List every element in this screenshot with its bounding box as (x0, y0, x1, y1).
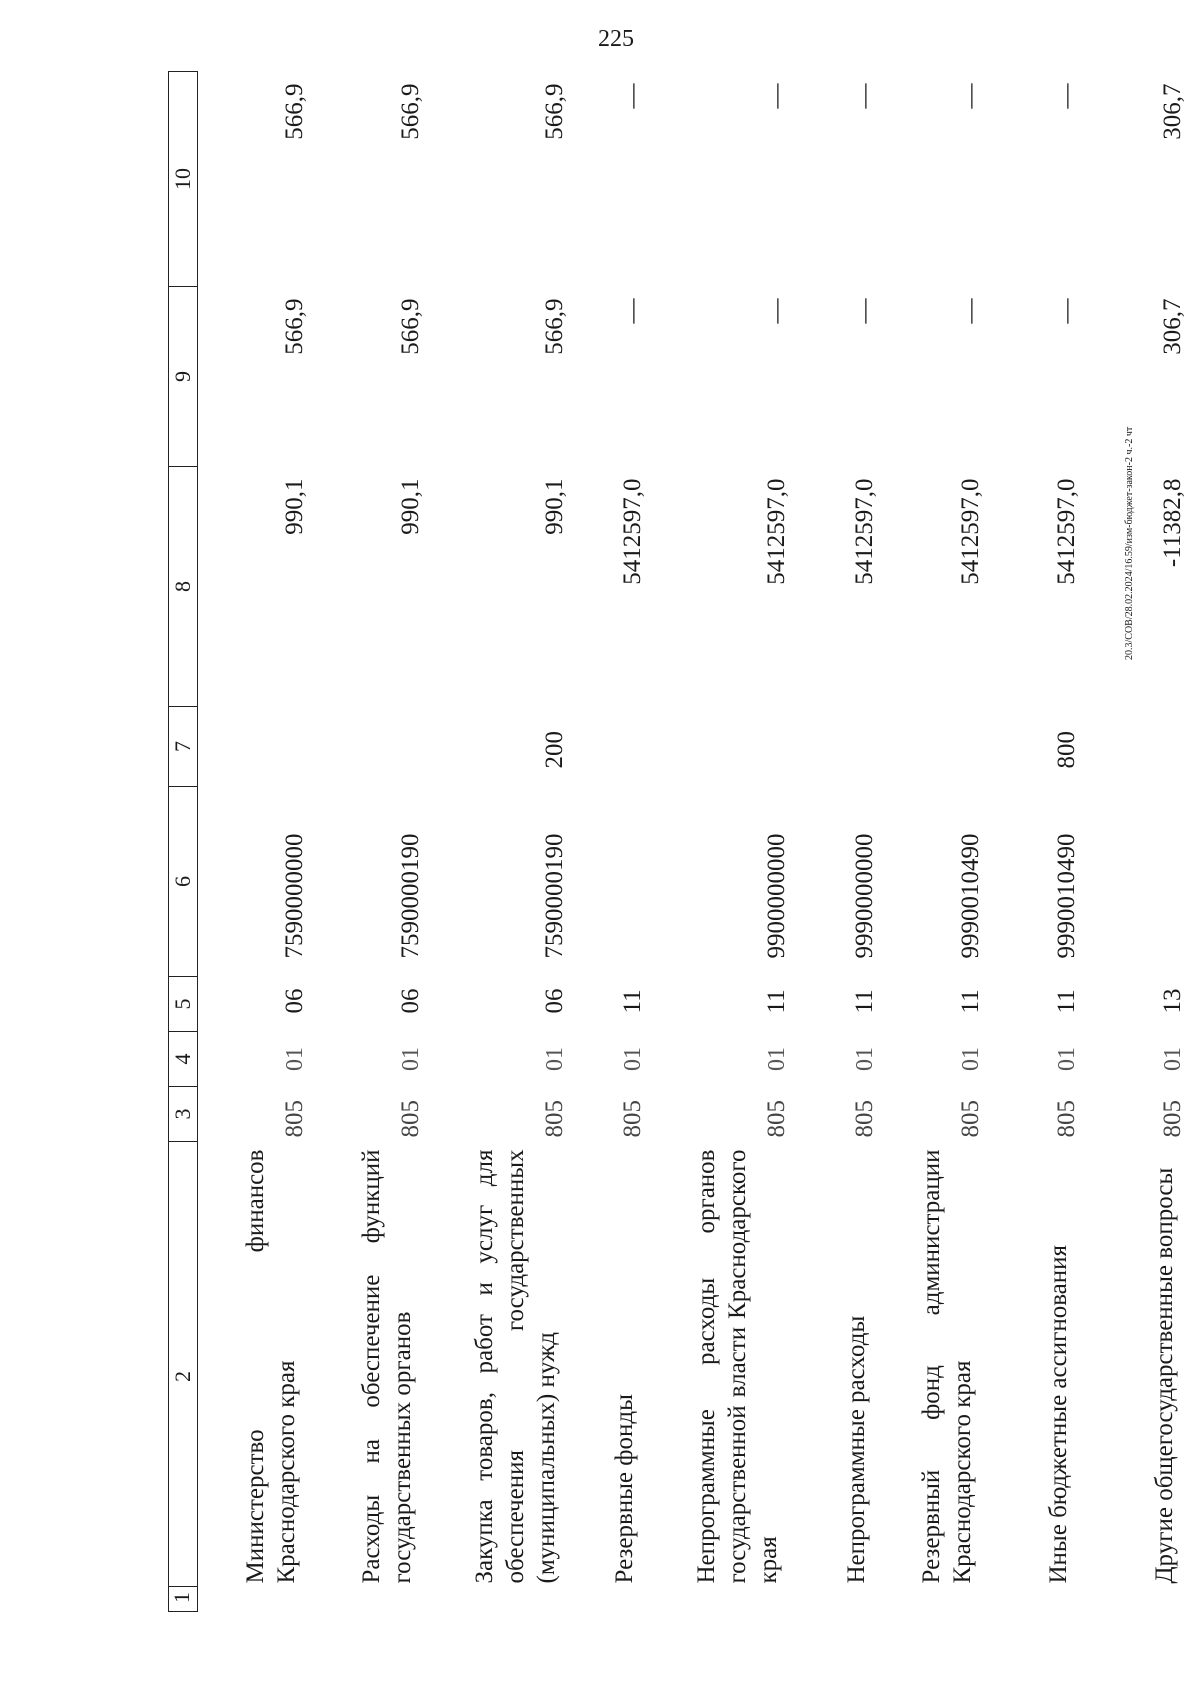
row-c10: — (957, 83, 984, 109)
row-c10: 306,7 (1159, 83, 1186, 140)
row-c4: 01 (620, 1047, 646, 1071)
row-c6 (1082, 787, 1188, 977)
row-c4: 01 (764, 1047, 790, 1071)
table-row (792, 72, 880, 1612)
row-c7 (1082, 707, 1188, 787)
row-c10: 566,9 (397, 83, 424, 140)
row-c9: 566,9 (397, 298, 424, 355)
row-c7 (310, 707, 426, 787)
row-c4: 01 (852, 1047, 878, 1071)
row-c4: 01 (398, 1047, 424, 1071)
row-c6: 9990010490 (1053, 833, 1080, 959)
header-col-7: 7 (169, 707, 198, 787)
row-c6 (570, 787, 648, 977)
row-c9: — (957, 298, 984, 324)
row-c4: 01 (958, 1047, 984, 1071)
row-c5: 13 (1159, 988, 1186, 1014)
row-c8: -11382,8 (1159, 478, 1186, 568)
row-c10: — (851, 83, 878, 109)
row-c3: 805 (619, 1100, 646, 1138)
row-c7 (198, 707, 311, 787)
row-c10: — (619, 83, 646, 109)
row-c10: — (763, 83, 790, 109)
row-c5: 11 (619, 989, 646, 1014)
header-col-2: 2 (170, 1371, 195, 1382)
row-c8: 5412597,0 (851, 478, 878, 585)
row-c5: 11 (1053, 989, 1080, 1014)
row-c5: 06 (281, 988, 308, 1014)
row-c5: 11 (763, 989, 790, 1014)
row-c6: 9990010490 (957, 833, 984, 959)
row-c5: 11 (957, 989, 984, 1014)
table-row (648, 72, 792, 1612)
row-c6: 9900000000 (763, 833, 790, 959)
row-c9: — (1053, 298, 1080, 324)
row-c6: 9990000000 (851, 833, 878, 959)
header-cell-1-2 (169, 1142, 198, 1612)
row-c8: 5412597,0 (619, 478, 646, 585)
row-c6: 7590000190 (541, 833, 568, 959)
table-row (880, 72, 986, 1612)
row-c10: 566,9 (281, 83, 308, 140)
row-c8: 990,1 (397, 478, 424, 535)
row-c5: 06 (397, 988, 424, 1014)
row-name: Резервные фонды (611, 1394, 638, 1584)
row-c7 (880, 707, 986, 787)
row-name: Иные бюджетные ассигнования (1045, 1244, 1072, 1584)
row-c4: 01 (1054, 1047, 1080, 1071)
row-c3: 805 (1053, 1100, 1080, 1138)
table-row (198, 72, 311, 1612)
row-c8: 5412597,0 (957, 478, 984, 585)
row-c3: 805 (1159, 1100, 1186, 1138)
row-c9: 566,9 (541, 298, 568, 355)
row-c3: 805 (541, 1100, 568, 1138)
table-row (310, 72, 426, 1612)
row-c7: 800 (1053, 731, 1080, 769)
row-c3: 805 (851, 1100, 878, 1138)
row-c7 (648, 707, 792, 787)
table-row (986, 72, 1082, 1612)
document-code: 20.3/СОВ/28.02.2024/16.59/изм-бюджет-закон-2 ч.-2 чт (1124, 426, 1135, 660)
header-col-1: 1 (169, 1592, 194, 1603)
budget-table (168, 71, 1188, 1612)
row-c10: — (1053, 83, 1080, 109)
header-row (169, 72, 198, 1612)
row-c4: 01 (542, 1047, 568, 1071)
rotated-table-container (168, 72, 1186, 1612)
row-name: Расходы на обеспечение функций государственных органов (358, 1149, 416, 1584)
header-col-9: 9 (169, 287, 198, 467)
row-c8: 5412597,0 (1053, 478, 1080, 585)
row-c3: 805 (763, 1100, 790, 1138)
row-c4: 01 (282, 1047, 308, 1071)
row-name: Другие общегосударственные вопросы (1151, 1167, 1178, 1584)
row-c8: 5412597,0 (763, 478, 790, 585)
row-c4: 01 (1160, 1047, 1186, 1071)
row-c9: — (763, 298, 790, 324)
table-row (1082, 72, 1188, 1612)
row-c8: 990,1 (281, 478, 308, 535)
row-c9: 306,7 (1159, 298, 1186, 355)
row-c5: 06 (541, 988, 568, 1014)
header-col-8: 8 (169, 467, 198, 707)
row-c7: 200 (541, 731, 568, 769)
header-col-4: 4 (169, 1032, 198, 1087)
table-row (426, 72, 570, 1612)
row-c9: — (619, 298, 646, 324)
row-name: Непрограммные расходы органов государственной власти Краснодарского края (693, 1149, 782, 1584)
page-number: 225 (598, 26, 634, 52)
row-c9: 566,9 (281, 298, 308, 355)
header-col-3: 3 (169, 1087, 198, 1142)
row-c3: 805 (397, 1100, 424, 1138)
row-c7 (792, 707, 880, 787)
row-c7 (570, 707, 648, 787)
row-c8: 990,1 (541, 478, 568, 535)
row-c3: 805 (281, 1100, 308, 1138)
row-name: Непрограммные расходы (843, 1315, 870, 1584)
row-c6: 7590000000 (281, 833, 308, 959)
row-c3: 805 (957, 1100, 984, 1138)
row-c6: 7590000190 (397, 833, 424, 959)
row-c9: — (851, 298, 878, 324)
row-name: Закупка товаров, работ и услуг для обеспечения государственных (муниципальных) нужд (471, 1149, 560, 1584)
row-name: Резервный фонд администрации Краснодарского края (918, 1149, 976, 1584)
row-name: Министерство финансов Краснодарского края (242, 1149, 300, 1584)
header-col-6: 6 (169, 787, 198, 977)
header-col-10: 10 (169, 72, 198, 287)
row-c5: 11 (851, 989, 878, 1014)
table-row (570, 72, 648, 1612)
row-c10: 566,9 (541, 83, 568, 140)
header-col-5: 5 (169, 977, 198, 1032)
